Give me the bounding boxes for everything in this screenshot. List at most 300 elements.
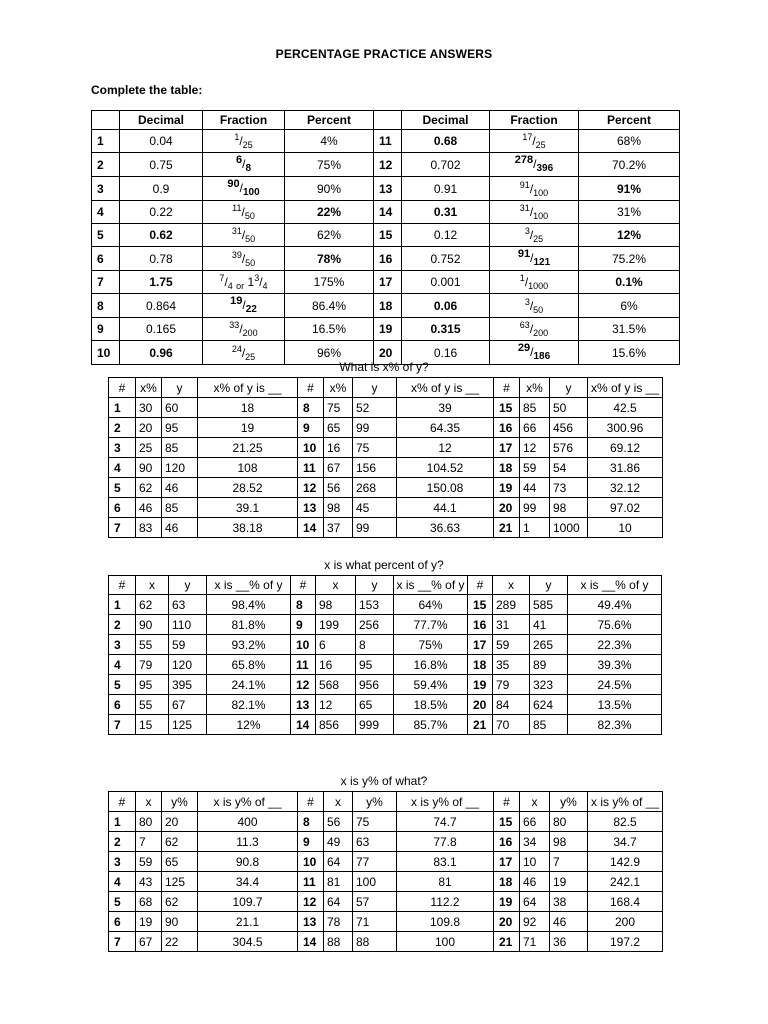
fraction-numerator: 278 xyxy=(514,154,534,166)
row-number: 10 xyxy=(298,438,324,458)
row-number: 6 xyxy=(109,695,136,715)
fraction-cell: $91/_{121}$ xyxy=(490,247,579,271)
row-number: 12 xyxy=(298,892,324,912)
percent-cell: 31% xyxy=(579,201,680,224)
row-number: 18 xyxy=(494,872,520,892)
table-cell: 60 xyxy=(162,398,198,418)
column-header: y xyxy=(356,576,394,595)
row-number: 20 xyxy=(494,498,520,518)
fraction-denominator: 22 xyxy=(245,304,257,315)
table-cell: 46 xyxy=(162,478,198,498)
table-cell: 256 xyxy=(356,615,394,635)
fraction-cell: $^{17}/_{25}$ xyxy=(490,130,579,153)
percent-cell: 70.2% xyxy=(579,153,680,177)
table-cell: 142.9 xyxy=(588,852,663,872)
table-cell: 120 xyxy=(169,655,207,675)
table-cell: 18 xyxy=(198,398,298,418)
percent-cell: 78% xyxy=(285,247,374,271)
table-cell: 71 xyxy=(353,912,397,932)
fraction-numerator: 31 xyxy=(519,203,530,213)
row-number: 4 xyxy=(109,458,136,478)
row-number: 8 xyxy=(298,398,324,418)
row-number: 20 xyxy=(374,341,402,365)
row-number: 10 xyxy=(92,341,120,365)
table-cell: 39.3% xyxy=(568,655,662,675)
percent-cell: 0.1% xyxy=(579,271,680,294)
row-number: 6 xyxy=(109,498,136,518)
fraction-numerator: 3 xyxy=(254,273,260,283)
row-number: 7 xyxy=(109,518,136,538)
row-number: 3 xyxy=(109,438,136,458)
table-cell: 323 xyxy=(530,675,568,695)
table-cell: 95 xyxy=(136,675,169,695)
row-number: 6 xyxy=(92,247,120,271)
decimal-cell: 0.62 xyxy=(120,224,203,247)
table-cell: 64 xyxy=(324,852,353,872)
row-number: 19 xyxy=(494,892,520,912)
row-number: 19 xyxy=(374,318,402,341)
table-cell: 7 xyxy=(136,832,162,852)
table-cell: 956 xyxy=(356,675,394,695)
row-number: 7 xyxy=(109,715,136,735)
fraction-denominator: 100 xyxy=(242,187,260,198)
decimal-cell: 0.702 xyxy=(402,153,490,177)
column-header: # xyxy=(298,792,324,812)
column-header: # xyxy=(109,792,136,812)
table-cell: 104.52 xyxy=(397,458,494,478)
percent-cell: 96% xyxy=(285,341,374,365)
fraction-numerator: 63 xyxy=(519,320,530,330)
decimal-cell: 0.04 xyxy=(120,130,203,153)
row-number: 9 xyxy=(298,418,324,438)
row-number: 17 xyxy=(468,635,493,655)
fraction-cell: $^{91}/_{100}$ xyxy=(490,177,579,201)
decimal-cell: 0.16 xyxy=(402,341,490,365)
column-header: y xyxy=(169,576,207,595)
table-cell: 576 xyxy=(550,438,588,458)
table-cell: 30 xyxy=(136,398,162,418)
decimal-cell: 0.864 xyxy=(120,294,203,318)
table-row xyxy=(109,478,663,498)
table-cell: 8 xyxy=(356,635,394,655)
row-number: 13 xyxy=(298,498,324,518)
table-cell: 62 xyxy=(136,478,162,498)
table-cell: 7 xyxy=(550,852,588,872)
table-cell: 83 xyxy=(136,518,162,538)
table-cell: 75% xyxy=(394,635,468,655)
table-cell: 65 xyxy=(356,695,394,715)
table-cell: 62 xyxy=(136,595,169,615)
table-cell: 82.3% xyxy=(568,715,662,735)
table-cell: 100 xyxy=(397,932,494,952)
fraction-denominator: 25 xyxy=(245,351,256,362)
table-cell: 54 xyxy=(550,458,588,478)
table-cell: 67 xyxy=(169,695,207,715)
column-header: # xyxy=(109,378,136,398)
section-title-x-percent-of-y: What is x% of y? xyxy=(339,360,429,374)
row-number: 1 xyxy=(109,595,136,615)
row-number: 1 xyxy=(109,812,136,832)
table-cell: 13.5% xyxy=(568,695,662,715)
row-number: 3 xyxy=(92,177,120,201)
row-number: 20 xyxy=(494,912,520,932)
column-header: Decimal xyxy=(402,111,490,130)
fraction-numerator: 31 xyxy=(231,226,242,236)
row-number: 21 xyxy=(494,932,520,952)
table-cell: 65.8% xyxy=(207,655,291,675)
fraction-numerator: 3 xyxy=(524,296,530,307)
table-cell: 38 xyxy=(550,892,588,912)
row-number: 15 xyxy=(374,224,402,247)
table-cell: 44 xyxy=(520,478,550,498)
column-header: x% of y is __ xyxy=(397,378,494,398)
percent-cell: 15.6% xyxy=(579,341,680,365)
row-number: 5 xyxy=(109,675,136,695)
fraction-numerator: 1 xyxy=(519,273,525,283)
table-cell: 55 xyxy=(136,695,169,715)
column-header: x xyxy=(136,792,162,812)
row-number: 2 xyxy=(109,832,136,852)
table-row xyxy=(109,498,663,518)
table-cell: 82.5 xyxy=(588,812,663,832)
fraction-numerator: 19 xyxy=(230,295,243,307)
table-cell: 95 xyxy=(162,418,198,438)
row-number: 17 xyxy=(494,438,520,458)
table-cell: 34 xyxy=(520,832,550,852)
table-cell: 50 xyxy=(550,398,588,418)
table-row xyxy=(109,675,662,695)
table-cell: 59 xyxy=(136,852,162,872)
fraction-numerator: 6 xyxy=(235,154,243,166)
percent-cell: 62% xyxy=(285,224,374,247)
column-header: y xyxy=(162,378,198,398)
column-header: x is y% of __ xyxy=(588,792,663,812)
decimal-cell: 0.315 xyxy=(402,318,490,341)
table-cell: 88 xyxy=(324,932,353,952)
fraction-numerator: 29 xyxy=(517,342,531,354)
column-header: y% xyxy=(550,792,588,812)
table-cell: 75 xyxy=(324,398,353,418)
x-percent-of-y-table xyxy=(108,377,663,538)
table-cell: 81.8% xyxy=(207,615,291,635)
table-row xyxy=(92,271,680,294)
table-cell: 89 xyxy=(530,655,568,675)
table-cell: 568 xyxy=(316,675,356,695)
table-row xyxy=(109,872,663,892)
fraction-cell: $^{11}/_{50}$ xyxy=(203,201,285,224)
table-cell: 41 xyxy=(530,615,568,635)
column-header: Decimal xyxy=(120,111,203,130)
fraction-numerator: 3 xyxy=(524,226,530,236)
table-cell: 624 xyxy=(530,695,568,715)
column-header: # xyxy=(494,792,520,812)
table-cell: 34.4 xyxy=(198,872,298,892)
column-header: x xyxy=(316,576,356,595)
fraction-denominator: 25 xyxy=(535,140,546,150)
table-row xyxy=(109,518,663,538)
row-number: 8 xyxy=(92,294,120,318)
table-cell: 15 xyxy=(136,715,169,735)
table-row xyxy=(92,247,680,271)
row-number: 9 xyxy=(92,318,120,341)
table-cell: 268 xyxy=(353,478,397,498)
fraction-whole: 1 xyxy=(247,275,255,289)
fraction-numerator: 11 xyxy=(232,203,242,213)
column-header: x% of y is __ xyxy=(198,378,298,398)
fraction-cell: $^3/_{25}$ xyxy=(490,224,579,247)
row-number: 19 xyxy=(468,675,493,695)
column-header: x xyxy=(324,792,353,812)
table-cell: 84 xyxy=(493,695,530,715)
column-header xyxy=(92,111,120,130)
column-header: # xyxy=(291,576,316,595)
column-header: Fraction xyxy=(490,111,579,130)
fraction-cell: $^1/_{25}$ xyxy=(203,130,285,153)
section-title-x-what-percent: x is what percent of y? xyxy=(324,558,444,572)
fraction-denominator: 200 xyxy=(242,328,258,338)
decimal-cell: 0.752 xyxy=(402,247,490,271)
table-cell: 11.3 xyxy=(198,832,298,852)
table-cell: 62 xyxy=(162,832,198,852)
table-cell: 75.6% xyxy=(568,615,662,635)
table-cell: 70 xyxy=(493,715,530,735)
row-number: 21 xyxy=(494,518,520,538)
table-cell: 31.86 xyxy=(588,458,663,478)
table-cell: 90 xyxy=(162,912,198,932)
table-cell: 59.4% xyxy=(394,675,468,695)
fraction-numerator: 1 xyxy=(234,132,240,142)
fraction-denominator: 50 xyxy=(245,257,256,268)
percent-cell: 90% xyxy=(285,177,374,201)
row-number: 21 xyxy=(468,715,493,735)
decimal-cell: 0.001 xyxy=(402,271,490,294)
table-cell: 85 xyxy=(520,398,550,418)
table-cell: 63 xyxy=(353,832,397,852)
fraction-cell: $6/_8$ xyxy=(203,153,285,177)
table-cell: 56 xyxy=(324,812,353,832)
table-cell: 74.7 xyxy=(397,812,494,832)
conversion-table-header xyxy=(92,111,680,130)
table-row xyxy=(109,418,663,438)
fraction-numerator: 91 xyxy=(517,248,531,260)
page-title: PERCENTAGE PRACTICE ANSWERS xyxy=(275,47,493,61)
table-cell: 108 xyxy=(198,458,298,478)
table-cell: 85.7% xyxy=(394,715,468,735)
table-cell: 98 xyxy=(324,498,353,518)
table-cell: 21.25 xyxy=(198,438,298,458)
row-number: 1 xyxy=(109,398,136,418)
table-cell: 16 xyxy=(316,655,356,675)
table-cell: 63 xyxy=(169,595,207,615)
table-cell: 19 xyxy=(136,912,162,932)
row-number: 15 xyxy=(494,398,520,418)
table-cell: 22.3% xyxy=(568,635,662,655)
x-what-percent-table xyxy=(108,575,662,735)
instruction-text: Complete the table: xyxy=(91,83,203,97)
table-cell: 25 xyxy=(136,438,162,458)
table-cell: 45 xyxy=(353,498,397,518)
table-cell: 16.8% xyxy=(394,655,468,675)
row-number: 9 xyxy=(298,832,324,852)
column-header xyxy=(374,111,402,130)
table-cell: 35 xyxy=(493,655,530,675)
row-number: 7 xyxy=(109,932,136,952)
table-cell: 56 xyxy=(324,478,353,498)
table-cell: 44.1 xyxy=(397,498,494,518)
table-cell: 99 xyxy=(520,498,550,518)
fraction-cell: $^{39}/_{50}$ xyxy=(203,247,285,271)
column-header: x xyxy=(493,576,530,595)
table-cell: 304.5 xyxy=(198,932,298,952)
fraction-denominator: 186 xyxy=(533,351,551,362)
fraction-denominator: 8 xyxy=(245,163,252,174)
table-cell: 32.12 xyxy=(588,478,663,498)
row-number: 4 xyxy=(92,201,120,224)
fraction-cell: $29/_{186}$ xyxy=(490,341,579,365)
table-cell: 80 xyxy=(550,812,588,832)
table-cell: 12 xyxy=(520,438,550,458)
percent-cell: 16.5% xyxy=(285,318,374,341)
table-cell: 22 xyxy=(162,932,198,952)
fraction-denominator: 121 xyxy=(533,257,551,268)
table-row xyxy=(109,635,662,655)
table-cell: 98 xyxy=(316,595,356,615)
table-cell: 199 xyxy=(316,615,356,635)
table-cell: 20 xyxy=(162,812,198,832)
row-number: 2 xyxy=(92,153,120,177)
table-cell: 16 xyxy=(324,438,353,458)
fraction-numerator: 91 xyxy=(519,179,530,190)
column-header: x% xyxy=(136,378,162,398)
row-number: 13 xyxy=(374,177,402,201)
table-cell: 85 xyxy=(162,498,198,518)
decimal-cell: 0.31 xyxy=(402,201,490,224)
table-cell: 65 xyxy=(162,852,198,872)
fraction-denominator: 1000 xyxy=(528,281,549,291)
row-number: 18 xyxy=(468,655,493,675)
row-number: 15 xyxy=(468,595,493,615)
fraction-denominator: 4 xyxy=(227,281,233,291)
conversion-table xyxy=(91,110,680,365)
table-cell: 75 xyxy=(353,438,397,458)
row-number: 9 xyxy=(291,615,316,635)
section-title-x-is-y-percent-of-what: x is y% of what? xyxy=(340,774,428,788)
table-cell: 289 xyxy=(493,595,530,615)
table-row xyxy=(109,615,662,635)
column-header: x xyxy=(136,576,169,595)
row-number: 3 xyxy=(109,635,136,655)
table-cell: 36.63 xyxy=(397,518,494,538)
row-number: 10 xyxy=(298,852,324,872)
table-cell: 79 xyxy=(136,655,169,675)
table-cell: 90 xyxy=(136,615,169,635)
column-header: x is __% of y xyxy=(207,576,291,595)
row-number: 11 xyxy=(298,458,324,478)
fraction-or: or xyxy=(236,281,245,291)
row-number: 12 xyxy=(291,675,316,695)
table-cell: 265 xyxy=(530,635,568,655)
decimal-cell: 0.9 xyxy=(120,177,203,201)
table-cell: 153 xyxy=(356,595,394,615)
fraction-denominator: 4 xyxy=(262,281,268,291)
row-number: 11 xyxy=(298,872,324,892)
percent-cell: 86.4% xyxy=(285,294,374,318)
column-header: Percent xyxy=(579,111,680,130)
table-cell: 24.5% xyxy=(568,675,662,695)
percent-cell: 91% xyxy=(579,177,680,201)
table-cell: 90 xyxy=(136,458,162,478)
table-cell: 400 xyxy=(198,812,298,832)
table-cell: 46 xyxy=(520,872,550,892)
decimal-cell: 0.22 xyxy=(120,201,203,224)
table-cell: 62 xyxy=(162,892,198,912)
table-cell: 120 xyxy=(162,458,198,478)
row-number: 11 xyxy=(291,655,316,675)
column-header: y xyxy=(353,378,397,398)
row-number: 7 xyxy=(92,271,120,294)
fraction-denominator: 50 xyxy=(245,234,256,244)
row-number: 6 xyxy=(109,912,136,932)
row-number: 20 xyxy=(468,695,493,715)
fraction-cell: $^{31}/_{50}$ xyxy=(203,224,285,247)
percent-cell: 4% xyxy=(285,130,374,153)
table-cell: 18.5% xyxy=(394,695,468,715)
table-cell: 39 xyxy=(397,398,494,418)
table-cell: 242.1 xyxy=(588,872,663,892)
table-row xyxy=(109,715,662,735)
row-number: 16 xyxy=(494,418,520,438)
fraction-denominator: 50 xyxy=(244,211,255,221)
column-header: y xyxy=(550,378,588,398)
table-cell: 59 xyxy=(169,635,207,655)
table-cell: 80 xyxy=(136,812,162,832)
table-row xyxy=(109,695,662,715)
table-cell: 46 xyxy=(136,498,162,518)
table-cell: 99 xyxy=(353,418,397,438)
percent-cell: 31.5% xyxy=(579,318,680,341)
table-cell: 81 xyxy=(397,872,494,892)
column-header: y xyxy=(530,576,568,595)
fraction-denominator: 100 xyxy=(533,211,549,221)
column-header: # xyxy=(468,576,493,595)
fraction-cell: $90/_{100}$ xyxy=(203,177,285,201)
row-number: 4 xyxy=(109,872,136,892)
x-what-percent-header xyxy=(109,576,662,595)
table-row xyxy=(92,177,680,201)
table-cell: 95 xyxy=(356,655,394,675)
x-is-y-percent-of-what-header xyxy=(109,792,663,812)
table-cell: 10 xyxy=(520,852,550,872)
decimal-cell: 0.96 xyxy=(120,341,203,365)
percent-cell: 22% xyxy=(285,201,374,224)
row-number: 8 xyxy=(298,812,324,832)
decimal-cell: 0.165 xyxy=(120,318,203,341)
table-cell: 46 xyxy=(162,518,198,538)
table-cell: 856 xyxy=(316,715,356,735)
column-header: x xyxy=(520,792,550,812)
row-number: 5 xyxy=(92,224,120,247)
table-cell: 59 xyxy=(493,635,530,655)
decimal-cell: 0.75 xyxy=(120,153,203,177)
table-cell: 10 xyxy=(588,518,663,538)
table-row xyxy=(92,318,680,341)
table-cell: 28.52 xyxy=(198,478,298,498)
row-number: 16 xyxy=(374,247,402,271)
row-number: 18 xyxy=(494,458,520,478)
table-cell: 67 xyxy=(324,458,353,478)
table-row xyxy=(109,912,663,932)
table-cell: 55 xyxy=(136,635,169,655)
